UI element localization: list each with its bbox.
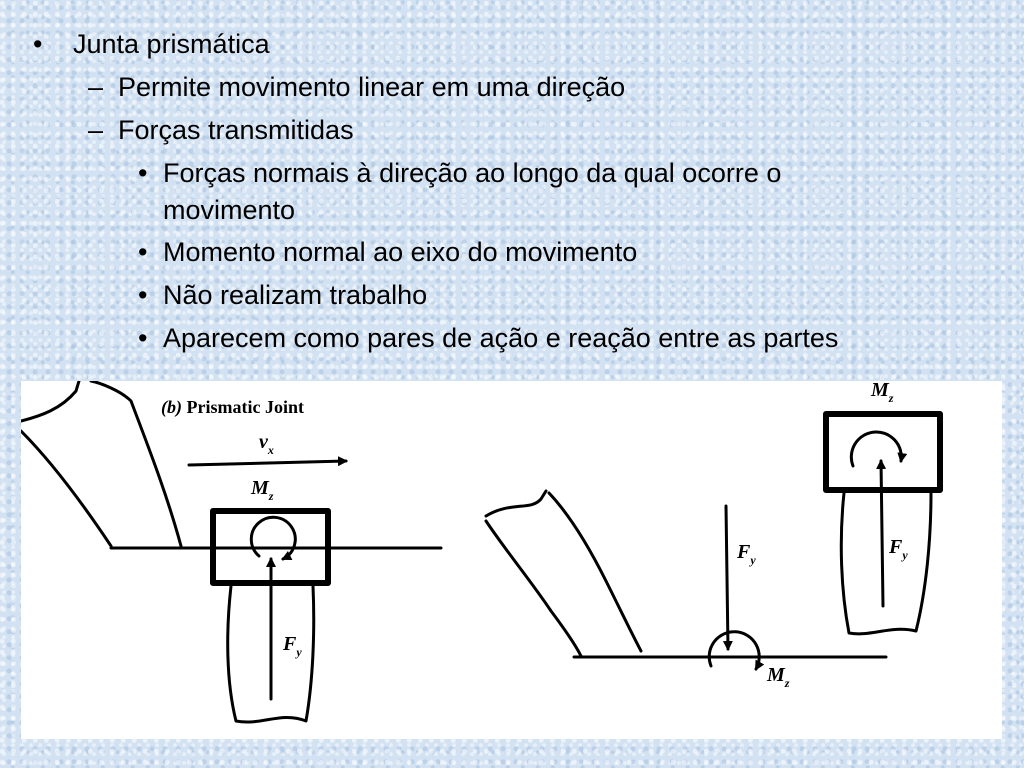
- right-slider-block: [826, 414, 940, 490]
- right-link-shape: [486, 491, 641, 656]
- moment-arrow-top: [851, 432, 901, 466]
- bullet-text: movimento: [163, 195, 296, 225]
- bullet-marker: –: [88, 72, 104, 102]
- force-label-left: $F_y$: [283, 633, 302, 659]
- bullet-text: Forças transmitidas: [118, 115, 354, 145]
- figure-caption: [161, 397, 304, 418]
- caption-letter: (b): [161, 397, 182, 417]
- bullet-marker: •: [33, 29, 43, 59]
- caption-title: Prismatic Joint: [186, 397, 304, 417]
- bullet-text: Momento normal ao eixo do movimento: [163, 237, 638, 267]
- moment-label-right: $M_z$: [767, 664, 790, 690]
- force-label-right: $F_y$: [737, 541, 756, 567]
- bullet-marker: –: [88, 115, 104, 145]
- left-link-shape: [21, 381, 181, 546]
- bullet-text: Permite movimento linear em uma direção: [118, 72, 626, 102]
- bullet-text: Não realizam trabalho: [163, 280, 428, 310]
- force-arrow-up-right: [881, 461, 883, 606]
- prismatic-joint-diagram: [21, 381, 1002, 739]
- moment-label-top: $M_z$: [871, 379, 894, 405]
- bullet-marker: •: [138, 323, 148, 353]
- force-label-top-right: $F_y$: [889, 536, 908, 562]
- right-lower-link: [841, 493, 931, 634]
- velocity-arrow: [189, 461, 346, 465]
- velocity-label: $v_x$: [259, 431, 274, 457]
- bullet-marker: •: [138, 280, 148, 310]
- moment-label-left: $M_z$: [251, 477, 274, 503]
- bullet-marker: •: [138, 237, 148, 267]
- bullet-text: Junta prismática: [73, 29, 270, 59]
- moment-arrow-right: [709, 632, 759, 669]
- bullet-marker: •: [138, 158, 148, 188]
- bullet-text: Forças normais à direção ao longo da qual ocorre o: [163, 158, 782, 188]
- force-arrow-down: [726, 506, 728, 649]
- prismatic-joint-figure: [21, 381, 1002, 739]
- moment-arrow-left: [251, 517, 295, 559]
- bullet-text: Aparecem como pares de ação e reação entre as partes: [163, 323, 839, 353]
